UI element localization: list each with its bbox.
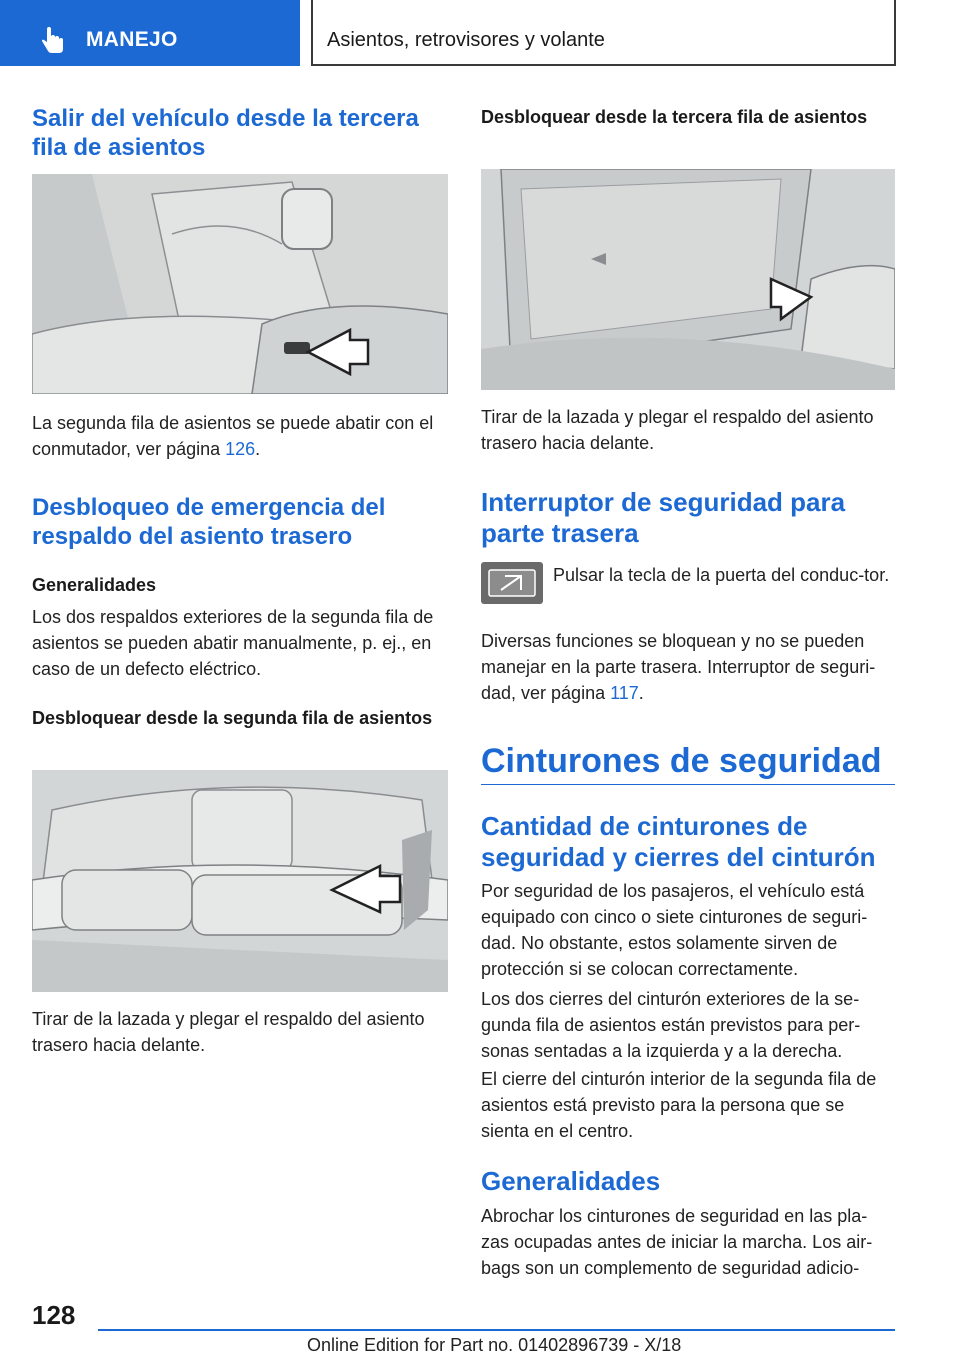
figure-third-row-unlock — [481, 169, 895, 390]
paragraph-belts-3: El cierre del cinturón interior de la segunda fila de asientos está previsto para la persona que se sienta en el centro. — [481, 1069, 877, 1141]
footer-rule — [98, 1329, 895, 1331]
paragraph-general-2: Abrochar los cinturones de seguridad en las pla-zas ocupadas antes de iniciar la marcha. Los air-bags son un complemento de seguridad adicio- — [481, 1206, 873, 1278]
section-header — [311, 0, 896, 66]
paragraph-unlock-second: Tirar de la lazada y plegar el respaldo del asiento trasero hacia delante. — [32, 1009, 425, 1055]
heading-seat-belts: Cinturones de seguridad — [481, 742, 882, 780]
page-link-126[interactable]: 126 — [225, 439, 256, 459]
paragraph-switch-end: . — [638, 683, 644, 703]
heading-general-2: Generalidades — [481, 1166, 661, 1196]
paragraph-exit-text: La segunda fila de asientos se puede abatir con el conmutador, ver página — [32, 413, 434, 459]
figure-third-row-exit — [32, 174, 448, 394]
figure-second-row-seats — [32, 770, 448, 992]
paragraph-belts-2: Los dos cierres del cinturón exteriores de la se-gunda fila de asientos están previstos para per-sonas sentadas a la izquierda y a la derecha. — [481, 989, 861, 1061]
chapter-tab[interactable] — [0, 0, 300, 66]
paragraph-switch — [481, 628, 895, 706]
seatback-illustration — [481, 169, 895, 390]
subheading-general: Generalidades — [32, 575, 157, 595]
paragraph-exit-end: . — [255, 439, 261, 459]
seats-illustration — [32, 770, 448, 992]
hand-pointer-icon — [38, 26, 68, 56]
paragraph-switch-instruction: Pulsar la tecla de la puerta del conduc-tor. — [553, 565, 890, 585]
heading-underline — [481, 784, 895, 785]
chapter-label: MANEJO — [86, 28, 178, 51]
heading-exit-third-row: Salir del vehículo desde la tercera fila de asientos — [32, 105, 419, 161]
heading-child-lock: Interruptor de seguridad para parte trasera — [481, 487, 846, 548]
paragraph-belts-1: Por seguridad de los pasajeros, el vehículo está equipado con cinco o siete cinturones de seguri-dad. No obstante, estos solamente sirven de protección si se colocan correctamente. — [481, 881, 868, 979]
section-title: Asientos, retrovisores y volante — [327, 29, 605, 51]
child-lock-switch-icon — [481, 562, 543, 604]
page-link-117[interactable]: 117 — [610, 683, 639, 703]
paragraph-exit — [32, 410, 448, 462]
interior-illustration — [32, 174, 448, 394]
subheading-unlock-second-row: Desbloquear desde la segunda fila de asientos — [32, 708, 433, 728]
heading-emergency-release: Desbloqueo de emergencia del respaldo del asiento trasero — [32, 494, 386, 550]
paragraph-unlock-third: Tirar de la lazada y plegar el respaldo del asiento trasero hacia delante. — [481, 407, 874, 453]
footer-edition: Online Edition for Part no. 01402896739 - X/18 — [307, 1335, 682, 1355]
paragraph-switch-text: Diversas funciones se bloquean y no se pueden manejar en la parte trasera. Interruptor de seguri-dad, ver página — [481, 631, 876, 703]
heading-belt-count: Cantidad de cinturones de seguridad y cierres del cinturón — [481, 811, 876, 872]
subheading-unlock-third-row: Desbloquear desde la tercera fila de asientos — [481, 107, 868, 127]
page-number: 128 — [32, 1300, 76, 1330]
paragraph-general: Los dos respaldos exteriores de la segunda fila de asientos se pueden abatir manualmente, p. ej., en caso de un defecto eléctrico. — [32, 607, 434, 679]
